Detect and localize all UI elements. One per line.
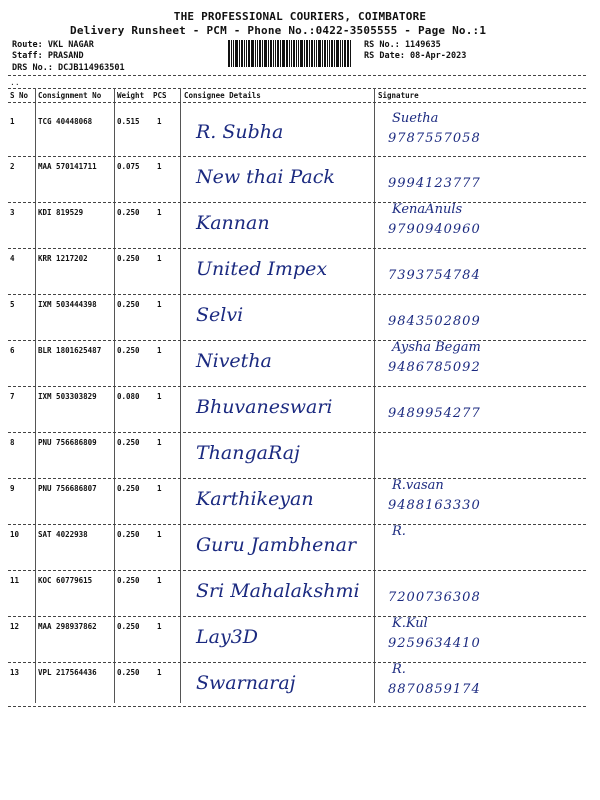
row-pcs: 1 bbox=[157, 162, 162, 171]
row-sno: 9 bbox=[10, 484, 15, 493]
column-divider bbox=[374, 88, 375, 703]
row-phone: 9787557058 bbox=[388, 131, 481, 146]
row-consignment-no: IXM 503444398 bbox=[38, 300, 97, 309]
row-pcs: 1 bbox=[157, 208, 162, 217]
row-sno: 2 bbox=[10, 162, 15, 171]
row-pcs: 1 bbox=[157, 300, 162, 309]
row-pcs: 1 bbox=[157, 668, 162, 677]
row-pcs: 1 bbox=[157, 530, 162, 539]
row-pcs: 1 bbox=[157, 484, 162, 493]
row-pcs: 1 bbox=[157, 438, 162, 447]
row-weight: 0.250 bbox=[117, 346, 140, 355]
row-phone: 9994123777 bbox=[388, 176, 481, 191]
barcode bbox=[228, 40, 356, 67]
row-weight: 0.250 bbox=[117, 438, 140, 447]
row-weight: 0.250 bbox=[117, 208, 140, 217]
row-consignee: Sri Mahalakshmi bbox=[196, 580, 360, 602]
row-phone: 7393754784 bbox=[388, 268, 481, 283]
runsheet-subtitle: Delivery Runsheet - PCM - Phone No.:0422-3505555 - Page No.:1 bbox=[70, 24, 487, 37]
row-sno: 10 bbox=[10, 530, 20, 539]
row-divider bbox=[8, 432, 586, 433]
row-weight: 0.075 bbox=[117, 162, 140, 171]
row-consignment-no: PNU 756686809 bbox=[38, 438, 97, 447]
row-sno: 13 bbox=[10, 668, 20, 677]
row-sno: 11 bbox=[10, 576, 20, 585]
row-phone: 9486785092 bbox=[388, 360, 481, 375]
row-signature: Suetha bbox=[392, 111, 439, 126]
row-sno: 6 bbox=[10, 346, 15, 355]
column-header-consignee: Consignee Details bbox=[184, 91, 261, 100]
row-signature: KenaAnuls bbox=[392, 202, 463, 217]
row-consignee: Karthikeyan bbox=[196, 488, 314, 510]
row-divider bbox=[8, 616, 586, 617]
row-divider bbox=[8, 478, 586, 479]
header-underline bbox=[8, 102, 586, 103]
row-consignee: United Impex bbox=[196, 258, 328, 280]
column-header-consignment: Consignment No bbox=[38, 91, 102, 100]
row-divider bbox=[8, 202, 586, 203]
column-divider bbox=[35, 88, 36, 703]
column-header-pcs: PCS bbox=[153, 91, 167, 100]
row-consignee: Nivetha bbox=[196, 350, 272, 372]
row-signature: Aysha Begam bbox=[392, 340, 481, 355]
row-consignment-no: IXM 503303829 bbox=[38, 392, 97, 401]
rs-number: RS No.: 1149635 bbox=[364, 40, 441, 50]
row-sno: 4 bbox=[10, 254, 15, 263]
row-weight: 0.515 bbox=[117, 117, 140, 126]
row-consignment-no: TCG 40448068 bbox=[38, 117, 93, 126]
divider bbox=[8, 75, 586, 76]
rs-date: RS Date: 08-Apr-2023 bbox=[364, 51, 467, 61]
row-sno: 1 bbox=[10, 117, 15, 126]
column-divider bbox=[114, 88, 115, 703]
drs-number: DRS No.: DCJB114963501 bbox=[12, 63, 125, 73]
row-consignee: Lay3D bbox=[196, 626, 259, 648]
row-phone: 7200736308 bbox=[388, 590, 481, 605]
row-weight: 0.250 bbox=[117, 484, 140, 493]
row-sno: 8 bbox=[10, 438, 15, 447]
row-divider bbox=[8, 340, 586, 341]
staff-label: Staff: PRASAND bbox=[12, 51, 84, 61]
row-weight: 0.250 bbox=[117, 254, 140, 263]
row-weight: 0.250 bbox=[117, 530, 140, 539]
row-pcs: 1 bbox=[157, 346, 162, 355]
row-consignment-no: PNU 756686807 bbox=[38, 484, 97, 493]
row-divider bbox=[8, 706, 586, 707]
divider-mark: .. bbox=[10, 78, 20, 87]
row-pcs: 1 bbox=[157, 117, 162, 126]
row-weight: 0.250 bbox=[117, 300, 140, 309]
row-pcs: 1 bbox=[157, 576, 162, 585]
row-signature: R.vasan bbox=[392, 478, 444, 493]
company-title: THE PROFESSIONAL COURIERS, COIMBATORE bbox=[173, 10, 427, 23]
row-divider bbox=[8, 570, 586, 571]
row-phone: 9790940960 bbox=[388, 222, 481, 237]
row-sno: 3 bbox=[10, 208, 15, 217]
row-sno: 5 bbox=[10, 300, 15, 309]
row-consignee: New thai Pack bbox=[196, 166, 335, 188]
row-consignee: Swarnaraj bbox=[196, 672, 296, 694]
row-consignee: Guru Jambhenar bbox=[196, 534, 357, 556]
row-weight: 0.250 bbox=[117, 576, 140, 585]
row-divider bbox=[8, 386, 586, 387]
row-consignment-no: BLR 1801625487 bbox=[38, 346, 102, 355]
row-pcs: 1 bbox=[157, 622, 162, 631]
row-consignee: Bhuvaneswari bbox=[196, 396, 333, 418]
row-phone: 9843502809 bbox=[388, 314, 481, 329]
row-divider bbox=[8, 248, 586, 249]
row-consignment-no: KDI 819529 bbox=[38, 208, 84, 217]
row-phone: 9488163330 bbox=[388, 498, 481, 513]
row-consignment-no: VPL 217564436 bbox=[38, 668, 97, 677]
row-weight: 0.250 bbox=[117, 668, 140, 677]
column-header-signature: Signature bbox=[378, 91, 419, 100]
row-consignee: Selvi bbox=[196, 304, 244, 326]
column-header-sno: S No bbox=[10, 91, 29, 100]
row-weight: 0.250 bbox=[117, 622, 140, 631]
row-pcs: 1 bbox=[157, 392, 162, 401]
row-consignment-no: SAT 4022938 bbox=[38, 530, 88, 539]
row-consignment-no: MAA 298937862 bbox=[38, 622, 97, 631]
row-divider bbox=[8, 662, 586, 663]
row-signature: R. bbox=[392, 662, 406, 677]
route-label: Route: VKL NAGAR bbox=[12, 40, 94, 50]
row-phone: 9489954277 bbox=[388, 406, 481, 421]
row-consignee: R. Subha bbox=[196, 121, 284, 143]
row-sno: 7 bbox=[10, 392, 15, 401]
row-consignee: Kannan bbox=[196, 212, 270, 234]
table-top-border bbox=[8, 88, 586, 89]
row-divider bbox=[8, 524, 586, 525]
row-sno: 12 bbox=[10, 622, 20, 631]
row-phone: 8870859174 bbox=[388, 682, 481, 697]
row-pcs: 1 bbox=[157, 254, 162, 263]
column-divider bbox=[180, 88, 181, 703]
row-phone: 9259634410 bbox=[388, 636, 481, 651]
row-consignee: ThangaRaj bbox=[196, 442, 300, 464]
row-consignment-no: KOC 60779615 bbox=[38, 576, 93, 585]
row-signature: K.Kul bbox=[392, 616, 428, 631]
row-signature: R. bbox=[392, 524, 406, 539]
row-divider bbox=[8, 294, 586, 295]
row-consignment-no: KRR 1217202 bbox=[38, 254, 88, 263]
row-divider bbox=[8, 156, 586, 157]
column-header-weight: Weight bbox=[117, 91, 145, 100]
row-consignment-no: MAA 570141711 bbox=[38, 162, 97, 171]
row-weight: 0.080 bbox=[117, 392, 140, 401]
